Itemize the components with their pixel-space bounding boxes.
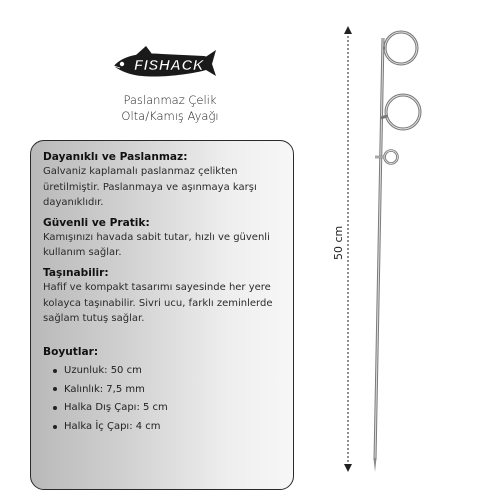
specs-title: Boyutlar: <box>43 345 99 358</box>
brand-logo <box>112 44 217 84</box>
dimension-line <box>344 26 352 472</box>
section-title: Taşınabilir: <box>43 266 109 279</box>
bullet-icon <box>53 406 57 410</box>
steel-rod <box>374 38 384 472</box>
logo-text: FISHACK <box>134 57 205 74</box>
spec-item-text: Kalınlık: 7,5 mm <box>64 383 145 395</box>
bullet-icon <box>53 369 57 373</box>
dimension-label: 50 cm <box>332 225 345 260</box>
section-safe <box>43 216 283 261</box>
specs-list <box>43 363 283 435</box>
spec-item-text: Halka İç Çapı: 4 cm <box>64 421 161 433</box>
section-title: Güvenli ve Pratik: <box>43 216 150 229</box>
spec-item <box>53 419 283 435</box>
product-title <box>90 92 250 124</box>
spec-item <box>53 400 283 416</box>
product-title-line-2: Olta/Kamış Ayağı <box>121 109 219 123</box>
rod-holder-drawing <box>330 20 450 480</box>
small-ring-icon <box>375 151 398 164</box>
spec-item <box>53 382 283 398</box>
top-ring-icon <box>383 32 417 64</box>
middle-ring-icon <box>381 95 420 129</box>
section-title: Dayanıklı ve Paslanmaz: <box>43 151 188 163</box>
product-title-line-1: Paslanmaz Çelik <box>123 93 217 107</box>
feature-info-card <box>30 140 294 490</box>
spec-item <box>53 363 283 379</box>
fish-logo-icon <box>112 44 217 84</box>
section-text: Kamışınızı havada sabit tutar, hızlı ve güvenli kullanım sağlar. <box>43 231 270 259</box>
section-dimensions <box>43 345 283 435</box>
bullet-icon <box>53 425 57 429</box>
section-text: Galvaniz kaplamalı paslanmaz çelikten üretilmiştir. Paslanmaya ve aşınmaya karşı dayanıklıdır. <box>43 166 257 209</box>
section-durable <box>43 150 283 211</box>
bullet-icon <box>53 387 57 391</box>
section-portable <box>43 266 283 327</box>
section-text: Hafif ve kompakt tasarımı sayesinde her yere kolayca taşınabilir. Sivri ucu, farklı zeminlerde sağlam tutuş sağlar. <box>43 281 273 325</box>
spec-item-text: Halka Dış Çapı: 5 cm <box>64 402 168 414</box>
product-illustration <box>330 20 450 480</box>
spec-item-text: Uzunluk: 50 cm <box>64 364 142 376</box>
